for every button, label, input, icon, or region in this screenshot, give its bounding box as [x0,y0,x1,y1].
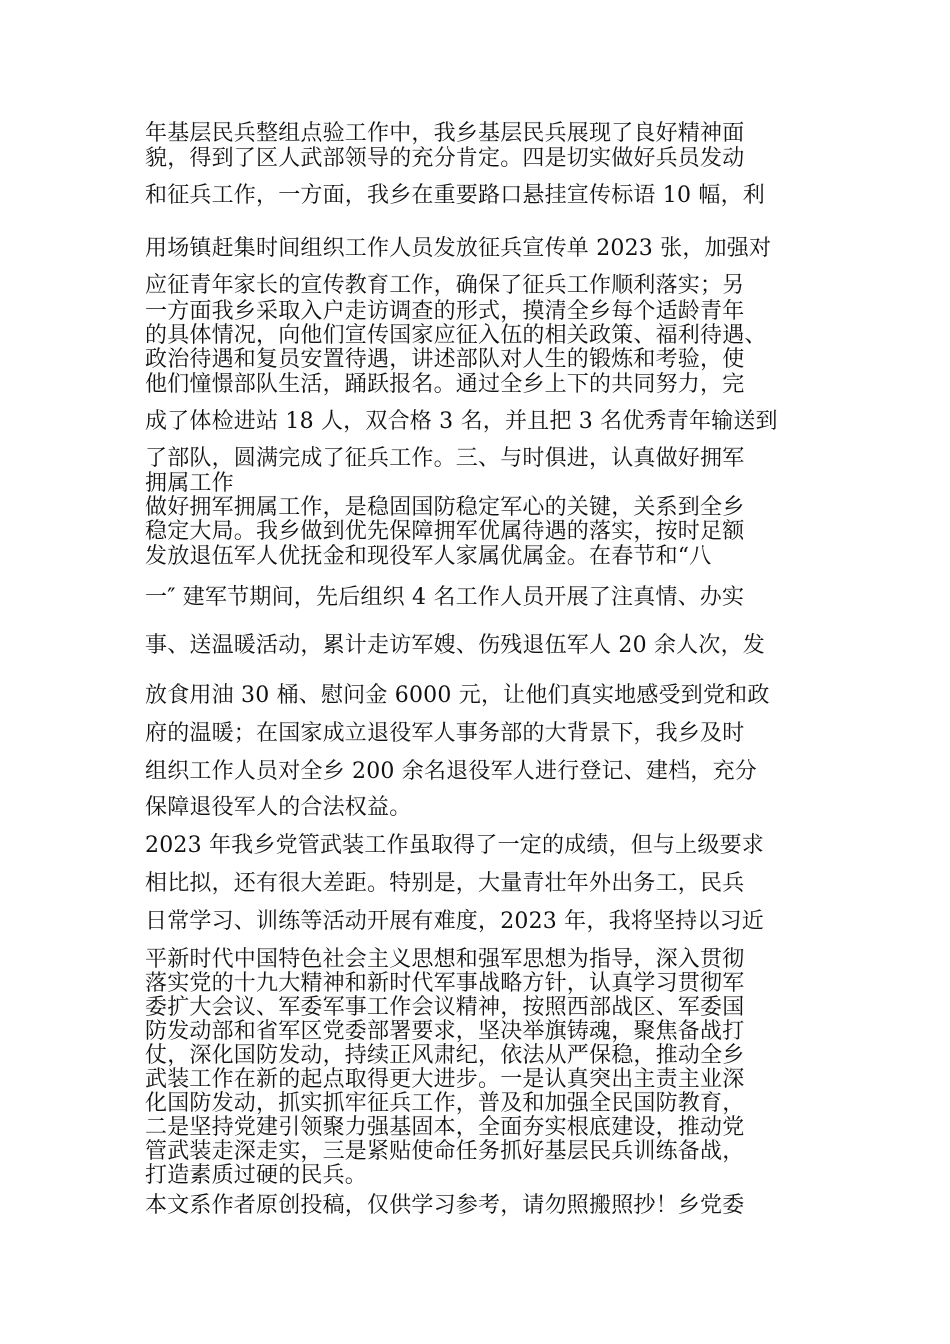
text-line-10: 成了体检进站 18 人，双合格 3 名，并且把 3 名优秀青年输送到 [145,409,778,434]
text-line-24: 日常学习、训练等活动开展有难度，2023 年，我将坚持以习近 [145,909,764,934]
text-line-11: 了部队，圆满完成了征兵工作。三、与时俱进，认真做好拥军 [145,446,745,471]
text-line-17: 事、送温暖活动，累计走访军嫂、伤残退伍军人 20 余人次，发 [145,633,765,658]
text-line-23: 相比拟，还有很大差距。特别是，大量青壮年外出务工，民兵 [145,871,745,896]
text-line-18: 放食用油 30 桶、慰问金 6000 元，让他们真实地感受到党和政 [145,683,770,708]
text-line-19: 府的温暖；在国家成立退役军人事务部的大背景下，我乡及时 [145,721,745,746]
text-line-29: 仗，深化国防发动，持续正风肃纪，依法从严保稳，推动全乡 [145,1043,745,1068]
text-line-22: 2023 年我乡党管武装工作虽取得了一定的成绩，但与上级要求 [145,833,764,858]
text-line-4: 用场镇赶集时间组织工作人员发放征兵宣传单 2023 张，加强对 [145,236,772,261]
text-line-26: 落实党的十九大精神和新时代军事战略方针，认真学习贯彻军 [145,971,745,996]
text-line-27: 委扩大会议、军委军事工作会议精神，按照西部战区、军委国 [145,995,745,1020]
text-line-12: 拥属工作 [145,471,234,496]
text-line-8: 政治待遇和复员安置待遇，讲述部队对人生的锻炼和考验，使 [145,347,745,372]
text-line-33: 管武装走深走实，三是紧贴使命任务抓好基层民兵训练备战， [145,1139,745,1164]
text-line-20: 组织工作人员对全乡 200 余名退役军人进行登记、建档，充分 [145,759,757,784]
text-line-5: 应征青年家长的宣传教育工作，确保了征兵工作顺利落实；另 [145,273,745,298]
text-line-34: 打造素质过硬的民兵。 [145,1163,368,1188]
text-line-14: 稳定大局。我乡做到优先保障拥军优属待遇的落实，按时足额 [145,519,745,544]
text-line-30: 武装工作在新的起点取得更大进步。一是认真突出主责主业深 [145,1067,745,1092]
text-line-21: 保障退役军人的合法权益。 [145,795,412,820]
text-line-35: 本文系作者原创投稿，仅供学习参考，请勿照搬照抄！乡党委 [145,1193,745,1218]
text-line-6: 一方面我乡采取入户走访调查的形式，摸清全乡每个适龄青年 [145,299,745,324]
text-line-16: 一″ 建军节期间，先后组织 4 名工作人员开展了注真情、办实 [145,585,745,610]
text-line-25: 平新时代中国特色社会主义思想和强军思想为指导，深入贯彻 [145,947,745,972]
text-line-28: 防发动部和省军区党委部署要求，坚决举旗铸魂，聚焦备战打 [145,1019,745,1044]
text-line-1: 年基层民兵整组点验工作中，我乡基层民兵展现了良好精神面 [145,121,745,146]
text-line-13: 做好拥军拥属工作，是稳固国防稳定军心的关键，关系到全乡 [145,495,745,520]
text-line-9: 他们憧憬部队生活，踊跃报名。通过全乡上下的共同努力，完 [145,372,745,397]
text-line-3: 和征兵工作，一方面，我乡在重要路口悬挂宣传标语 10 幅，利 [145,183,765,208]
text-line-31: 化国防发动，抓实抓牢征兵工作，普及和加强全民国防教育， [145,1091,745,1116]
text-line-32: 二是坚持党建引领聚力强基固本，全面夯实根底建设，推动党 [145,1115,745,1140]
text-line-2: 貌，得到了区人武部领导的充分肯定。四是切实做好兵员发动 [145,146,745,171]
text-line-7: 的具体情况，向他们宣传国家应征入伍的相关政策、福利待遇、 [145,323,767,348]
text-line-15: 发放退伍军人优抚金和现役军人家属优属金。在春节和“八 [145,544,712,569]
